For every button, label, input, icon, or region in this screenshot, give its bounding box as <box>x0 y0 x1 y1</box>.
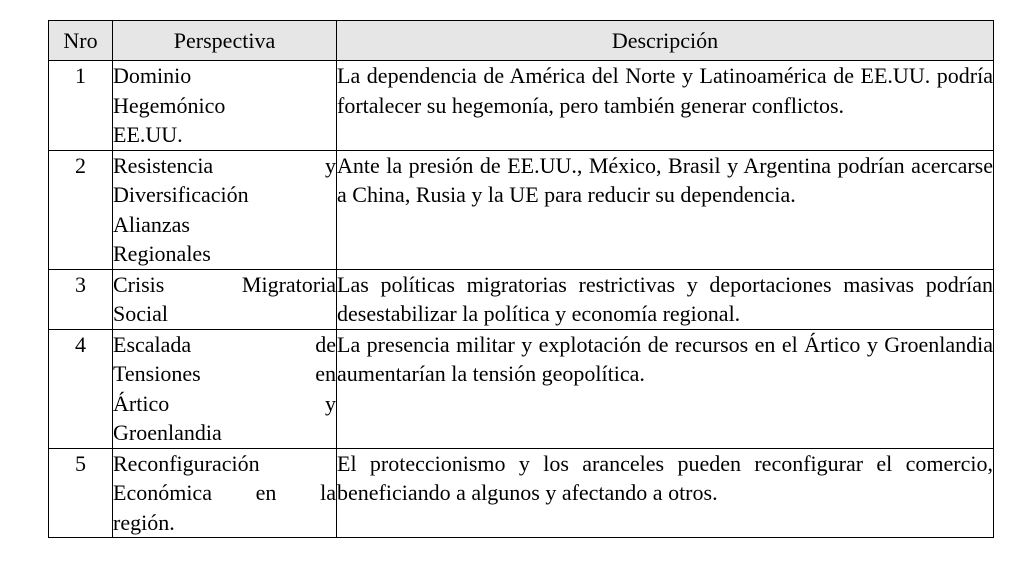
perspective-line: Escalada de <box>113 331 336 357</box>
perspective-line: Resistencia y <box>113 152 336 178</box>
row-number: 1 <box>49 61 113 151</box>
table-header-row <box>49 21 994 61</box>
perspective-cell <box>113 329 337 448</box>
table-row <box>49 150 994 269</box>
header-nro: Nro <box>49 21 113 61</box>
table-row <box>49 269 994 329</box>
description-cell: La dependencia de América del Norte y Latinoamérica de EE.UU. podría fortalecer su hegemonía, pero también generar conflictos. <box>337 61 994 151</box>
perspective-line: Reconfiguración <box>113 450 260 476</box>
perspective-cell <box>113 448 337 538</box>
perspective-line: Tensiones en <box>113 361 336 386</box>
table-row <box>49 448 994 538</box>
perspective-line: Diversificación <box>113 182 249 207</box>
perspective-cell <box>113 150 337 269</box>
perspective-line: Crisis Migratoria <box>113 271 336 297</box>
header-perspectiva: Perspectiva <box>113 21 337 61</box>
perspective-cell <box>113 269 337 329</box>
perspective-line: región. <box>113 509 175 535</box>
perspective-line: Social <box>113 301 168 326</box>
row-number: 2 <box>49 150 113 269</box>
perspective-line: Regionales <box>113 241 211 266</box>
description-cell: Las políticas migratorias restrictivas y deportaciones masivas podrían desestabilizar la política y economía regional. <box>337 269 994 329</box>
perspective-line: Dominio <box>113 63 192 88</box>
perspective-cell <box>113 61 337 151</box>
description-cell: La presencia militar y explotación de recursos en el Ártico y Groenlandia aumentarían la tensión geopolítica. <box>337 329 994 448</box>
table-row <box>49 329 994 448</box>
perspective-line: Groenlandia <box>113 420 222 445</box>
row-number: 5 <box>49 448 113 538</box>
header-descripcion: Descripción <box>337 21 994 61</box>
description-cell: El proteccionismo y los aranceles pueden reconfigurar el comercio, beneficiando a algunos y afectando a otros. <box>337 448 994 538</box>
row-number: 4 <box>49 329 113 448</box>
perspective-line: Económica en la <box>113 480 336 505</box>
table-row <box>49 61 994 151</box>
perspective-line: Hegemónico <box>113 92 226 118</box>
description-cell: Ante la presión de EE.UU., México, Brasil y Argentina podrían acercarse a China, Rusia y la UE para reducir su dependencia. <box>337 150 994 269</box>
perspective-line: EE.UU. <box>113 122 183 147</box>
perspectives-table <box>48 20 994 538</box>
perspective-line: Alianzas <box>113 211 190 237</box>
row-number: 3 <box>49 269 113 329</box>
perspective-line: Ártico y <box>113 390 336 416</box>
